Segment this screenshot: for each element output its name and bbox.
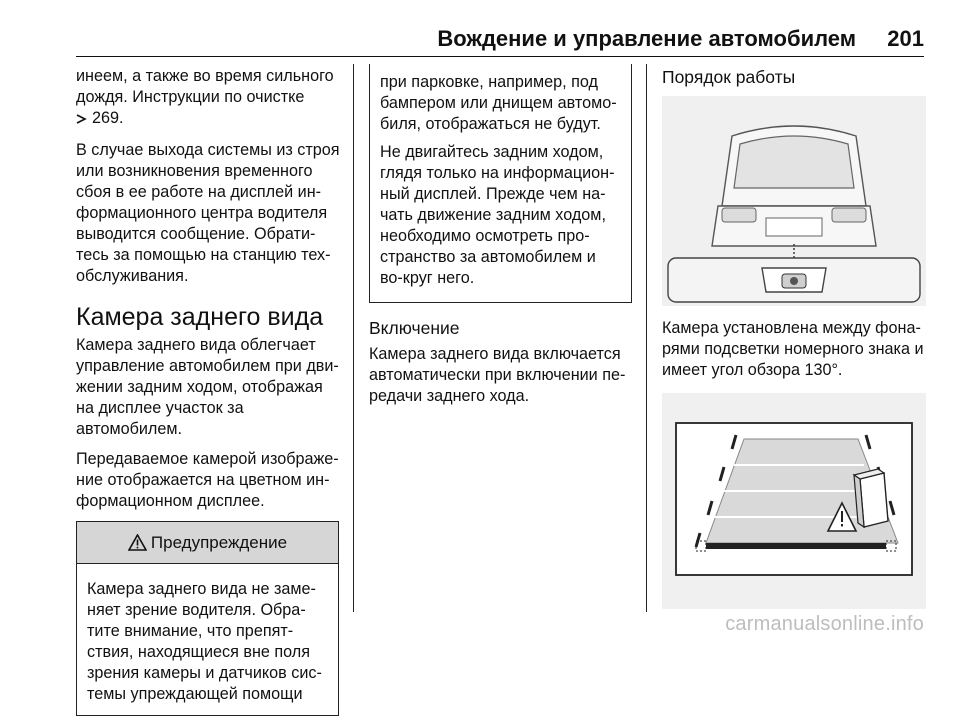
subsection-title-operation: Порядок работы — [662, 67, 796, 87]
activation-paragraph: Камера заднего вида включается автоматически при включении пе-редачи заднего хода. — [369, 345, 626, 405]
watermark: carmanualsonline.info — [725, 613, 924, 635]
cross-reference[interactable] — [76, 108, 124, 129]
warning-box — [76, 521, 339, 716]
warning-text: Камера заднего вида не заме-няет зрение водителя. Обра-тите внимание, что препят-ствия, находящиеся вне поля зрения камеры и датчиков сис-темы упреждающей помощи — [87, 579, 322, 703]
arrow-reference-icon — [76, 113, 87, 125]
xref-page: 269. — [92, 109, 124, 127]
paragraph-3: Камера заднего вида облегчает управление автомобилем при дви-жении задним ходом, отображая на дисплее участок за автомобилем. — [76, 335, 339, 438]
column-divider-2 — [646, 64, 647, 612]
warning-continuation-2: Не двигайтесь задним ходом, глядя только на информацион-ный дисплей. Прежде чем на-чать движение задним ходом, необходимо осмотреть про-странство за автомобилем и во-круг него. — [380, 143, 615, 287]
camera-display-illustration — [662, 393, 926, 609]
subsection-title-activation: Включение — [369, 318, 460, 338]
warning-box-continuation — [369, 64, 632, 303]
column-2 — [369, 66, 635, 416]
paragraph-1-text: инеем, а также во время сильного дождя. Инструкции по очистке — [76, 67, 334, 106]
header-rule — [76, 56, 924, 57]
warning-title: Предупреждение — [150, 532, 288, 552]
rear-camera-car-illustration — [662, 96, 926, 306]
warning-continuation-1: при парковке, например, под бампером или днищем автомо-биля, отображаться не будут. — [380, 73, 617, 133]
page-number: 201 — [887, 26, 924, 51]
paragraph-continuation — [76, 66, 342, 131]
paragraph-4: Передаваемое камерой изображе-ние отображается на цветном ин-формационном дисплее. — [76, 449, 339, 510]
page-header — [0, 20, 960, 60]
column-3 — [662, 66, 926, 609]
figure-caption: Камера установлена между фона-рями подсветки номерного знака и имеет угол обзора 130°. — [662, 319, 924, 379]
paragraph-2: В случае выхода системы из строя или возникновения временного сбоя в ее работе на дисплей ин-формационного центра водителя выводится сообщение. Обрати-тесь за помощью на станцию тех-обслуживания. — [76, 140, 340, 285]
column-divider-1 — [353, 64, 354, 612]
column-1 — [76, 66, 342, 716]
section-title: Камера заднего вида — [76, 302, 324, 331]
camera-detail-icon — [668, 258, 920, 302]
obstacle-box-icon — [854, 469, 888, 527]
warning-triangle-icon — [128, 534, 147, 551]
car-rear-icon — [712, 126, 876, 260]
warning-header — [77, 522, 338, 564]
page-title: Вождение и управление автомобилем — [437, 26, 856, 51]
